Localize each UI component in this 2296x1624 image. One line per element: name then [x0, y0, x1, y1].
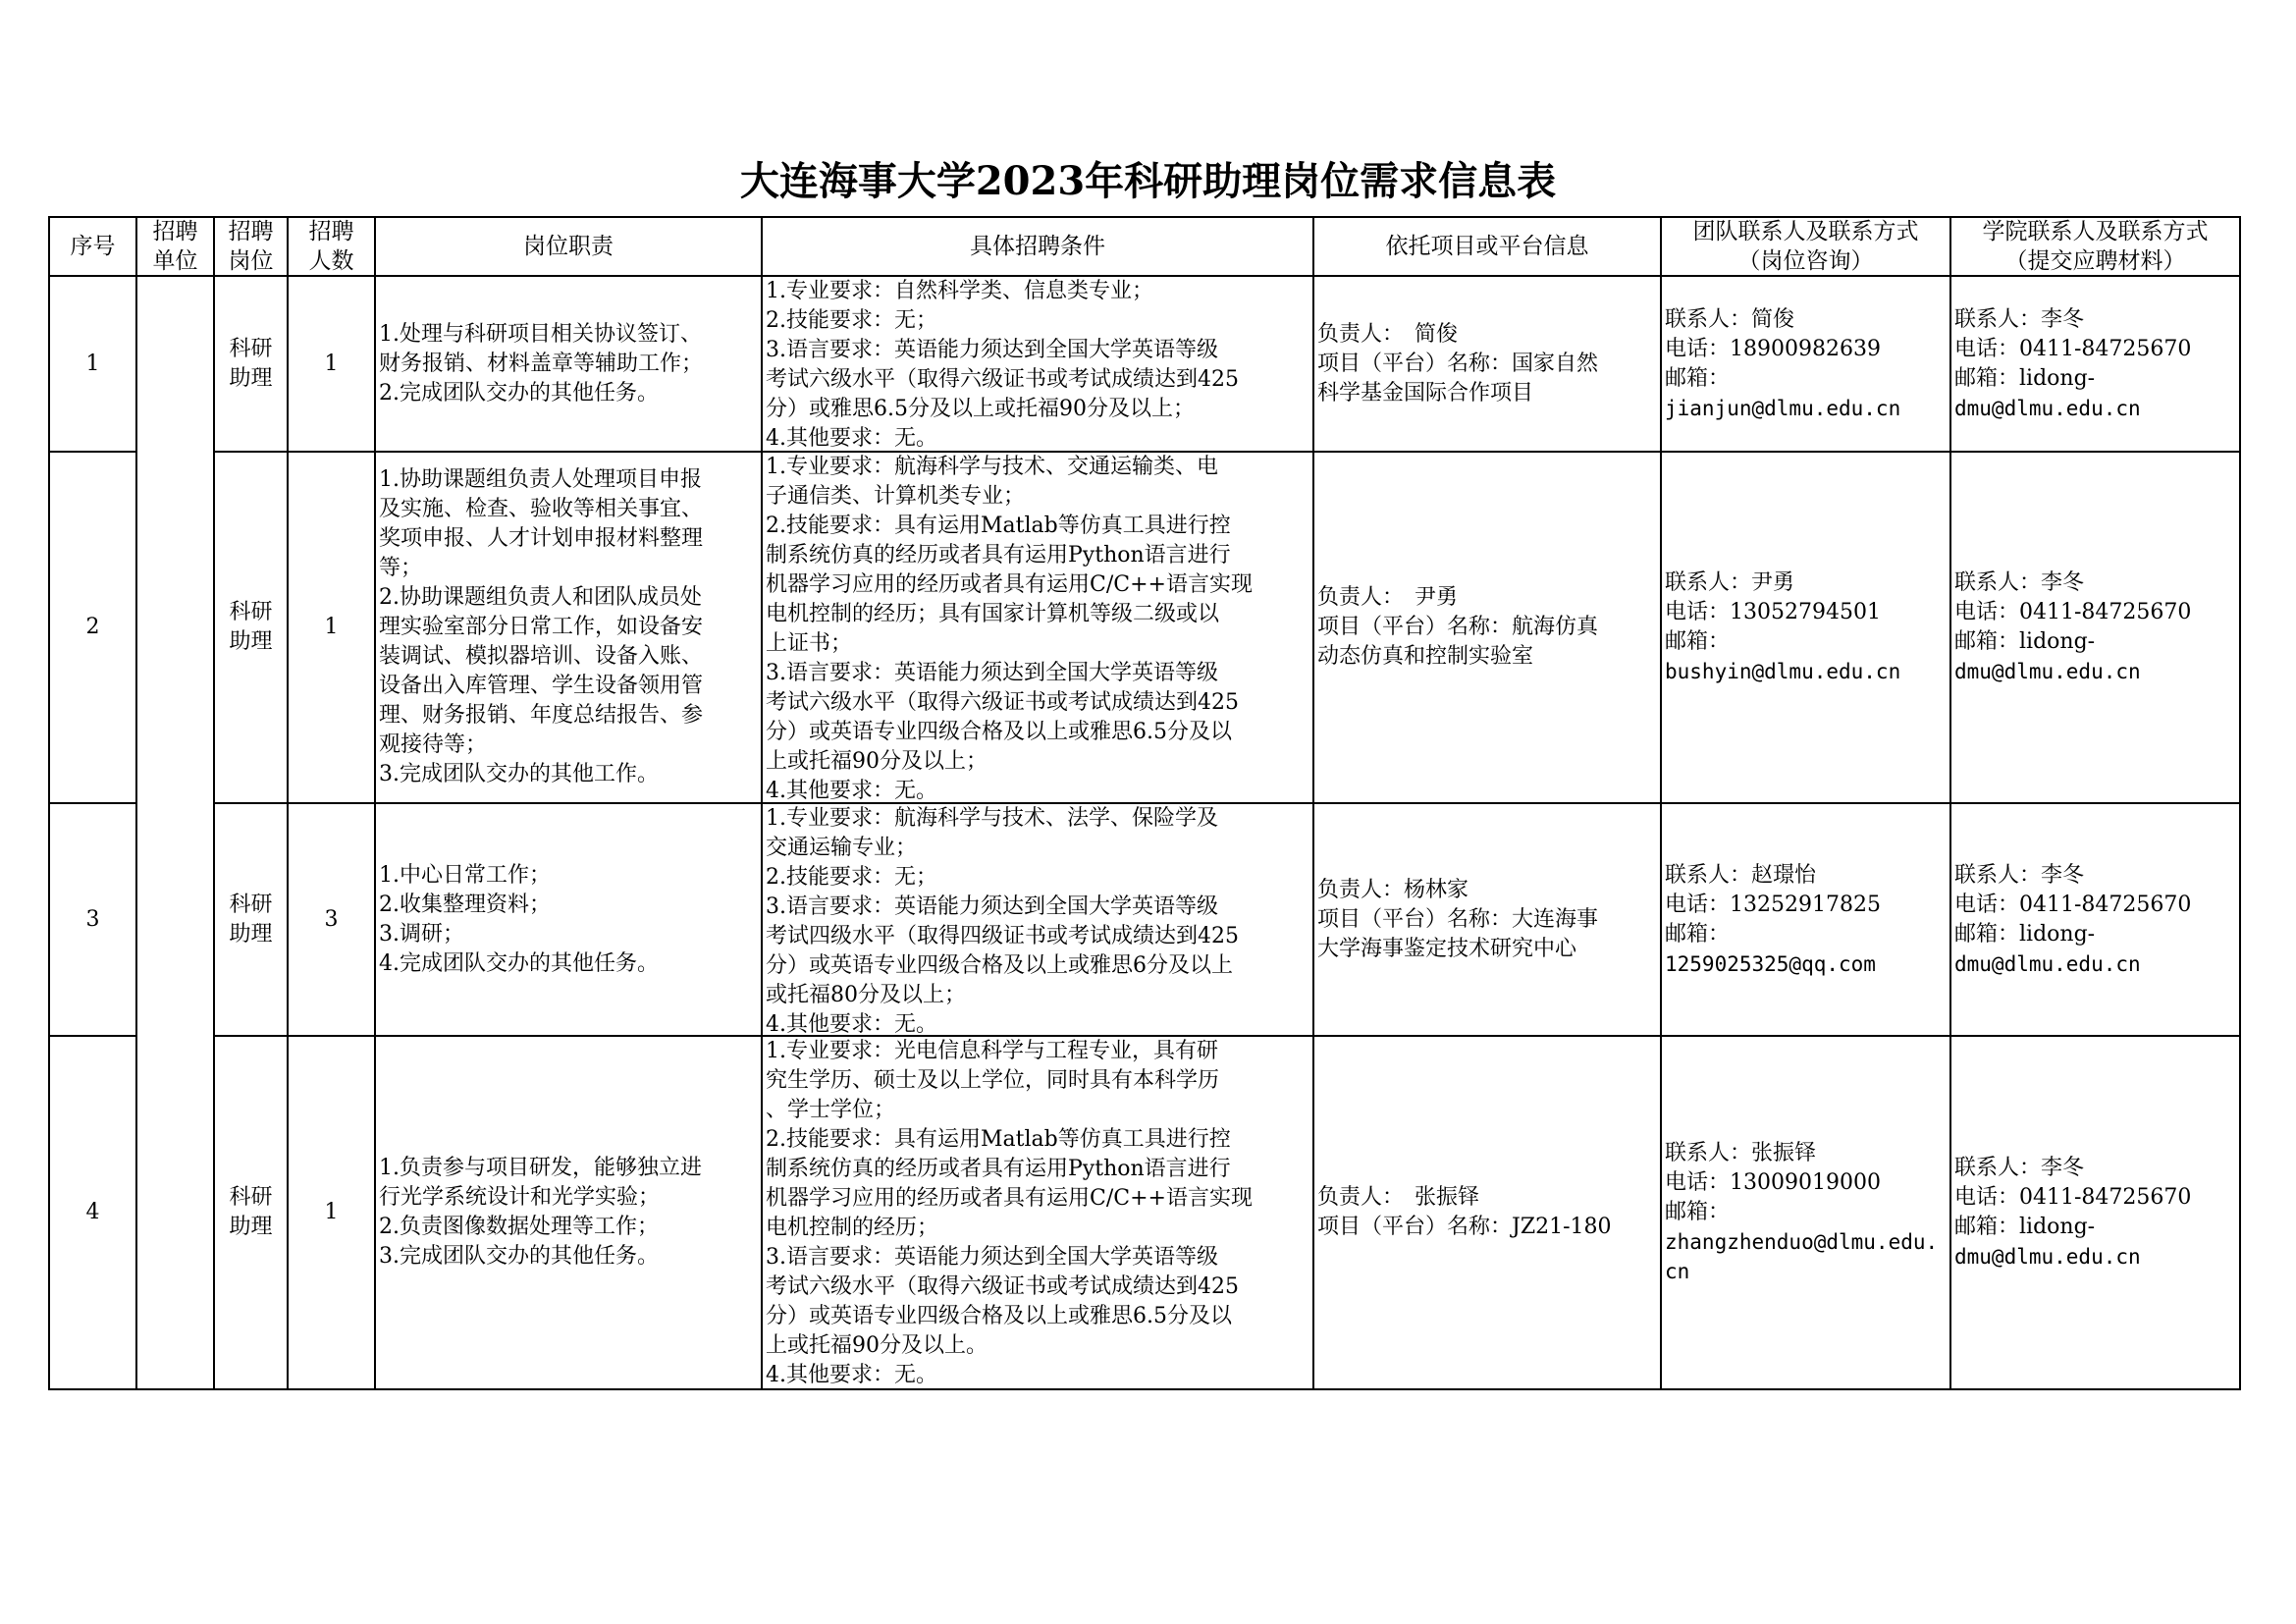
- headcount: 1: [324, 1200, 339, 1224]
- table-horizontal-rule: [48, 1388, 2241, 1390]
- text-line: 负责人： 简俊: [1317, 321, 1459, 347]
- position-cell: [215, 804, 287, 1035]
- text-line: 财务报销、材料盖章等辅助工作；: [379, 351, 704, 376]
- header-position: [215, 218, 287, 275]
- project-cell: [1314, 1037, 1660, 1388]
- text-line: 联系人：张振铎: [1665, 1141, 1817, 1165]
- header-duties: [376, 218, 761, 275]
- text-line: 4.其他要求：无。: [766, 1363, 937, 1387]
- text-line: 3.语言要求：英语能力须达到全国大学英语等级: [766, 1245, 1218, 1270]
- text-line: 1.负责参与项目研发，能够独立进: [379, 1156, 702, 1180]
- college-contact-cell: [1951, 277, 2239, 451]
- header-team-contact: [1662, 218, 1949, 275]
- text-line: 4.完成团队交办的其他任务。: [379, 950, 659, 976]
- text-line: 2.技能要求：无；: [766, 865, 937, 890]
- position-cell: [215, 453, 287, 802]
- text-line: 考试六级水平（取得六级证书或考试成绩达到425: [766, 367, 1239, 392]
- header-label: 岗位职责: [523, 234, 614, 259]
- text-line: 4.其他要求：无。: [766, 779, 937, 802]
- text-line: 机器学习应用的经历或者具有运用C/C++语言实现: [766, 1186, 1253, 1211]
- count-cell: [289, 453, 374, 802]
- header-label: 招聘 人数: [308, 219, 354, 274]
- text-line: 3.完成团队交办的其他工作。: [379, 762, 659, 786]
- text-line: 1.专业要求：航海科学与技术、交通运输类、电: [766, 455, 1218, 479]
- header-label: 团队联系人及联系方式 （岗位咨询）: [1692, 219, 1919, 274]
- text-line: 项目（平台）名称：国家自然: [1317, 351, 1599, 376]
- count-cell: [289, 277, 374, 451]
- text-line: 电话：13252917825: [1665, 892, 1881, 917]
- text-line: 项目（平台）名称：大连海事: [1317, 906, 1599, 932]
- text-line: 联系人：简俊: [1665, 306, 1795, 332]
- text-line: 电话：0411-84725670: [1954, 1185, 2192, 1210]
- text-line: 邮箱：lidong-: [1954, 921, 2096, 947]
- text-line: 机器学习应用的经历或者具有运用C/C++语言实现: [766, 572, 1253, 597]
- text-line: dmu@dlmu.edu.cn: [1954, 951, 2141, 976]
- text-line: 3.完成团队交办的其他任务。: [379, 1244, 659, 1269]
- team-contact-cell: [1662, 277, 1949, 451]
- headcount: 1: [324, 351, 339, 376]
- text-line: 考试六级水平（取得六级证书或考试成绩达到425: [766, 1274, 1239, 1299]
- text-line: 究生学历、硕士及以上学位，同时具有本科学历: [766, 1068, 1220, 1093]
- duties-cell: [376, 277, 761, 451]
- text-line: 动态仿真和控制实验室: [1317, 644, 1534, 669]
- duties-cell: [376, 804, 761, 1035]
- seq-cell: [50, 804, 135, 1035]
- text-line: 1.协助课题组负责人处理项目申报: [379, 467, 702, 492]
- text-line: dmu@dlmu.edu.cn: [1954, 1245, 2141, 1269]
- text-line: 联系人：李冬: [1954, 570, 2085, 595]
- header-requirements: [763, 218, 1312, 275]
- text-line: 分）或英语专业四级合格及以上或雅思6.5分及以: [766, 720, 1232, 744]
- requirements-cell: [763, 277, 1312, 451]
- position-name: 科研 助理: [229, 600, 273, 654]
- text-line: 负责人： 尹勇: [1317, 585, 1459, 610]
- text-line: 或托福80分及以上；: [766, 983, 966, 1007]
- text-line: 理、财务报销、年度总结报告、参: [379, 703, 704, 728]
- text-line: 上证书；: [766, 631, 853, 656]
- text-line: 制系统仿真的经历或者具有运用Python语言进行: [766, 1157, 1231, 1181]
- text-line: 交通运输专业；: [766, 836, 918, 860]
- header-label: 招聘 岗位: [228, 219, 274, 274]
- text-line: 分）或英语专业四级合格及以上或雅思6分及以上: [766, 953, 1233, 978]
- project-cell: [1314, 453, 1660, 802]
- requirements-cell: [763, 1037, 1312, 1388]
- text-line: 2.技能要求：无；: [766, 308, 937, 333]
- text-line: 3.语言要求：英语能力须达到全国大学英语等级: [766, 338, 1218, 362]
- headcount: 3: [324, 906, 339, 932]
- text-line: dmu@dlmu.edu.cn: [1954, 396, 2141, 420]
- text-line: 邮箱：lidong-: [1954, 1215, 2096, 1239]
- requirements-cell: [763, 804, 1312, 1035]
- text-line: 考试六级水平（取得六级证书或考试成绩达到425: [766, 690, 1239, 715]
- text-line: 3.语言要求：英语能力须达到全国大学英语等级: [766, 661, 1218, 685]
- header-college-contact: [1951, 218, 2239, 275]
- text-line: 2.完成团队交办的其他任务。: [379, 380, 659, 406]
- text-line: 及实施、检查、验收等相关事宜、: [379, 497, 704, 521]
- text-line: 考试四级水平（取得四级证书或考试成绩达到425: [766, 924, 1239, 948]
- text-line: 1.专业要求：光电信息科学与工程专业，具有研: [766, 1039, 1218, 1063]
- text-line: 邮箱：: [1665, 1200, 1731, 1224]
- text-line: 联系人：赵璟怡: [1665, 862, 1817, 888]
- header-label: 依托项目或平台信息: [1385, 234, 1589, 259]
- text-line: 4.其他要求：无。: [766, 426, 937, 451]
- text-line: 1.专业要求：自然科学类、信息类专业；: [766, 279, 1153, 303]
- text-line: 4.其他要求：无。: [766, 1012, 937, 1035]
- text-line: dmu@dlmu.edu.cn: [1954, 660, 2141, 683]
- text-line: 装调试、模拟器培训、设备入账、: [379, 644, 704, 669]
- text-line: 观接待等；: [379, 732, 488, 757]
- position-name: 科研 助理: [229, 1185, 273, 1239]
- text-line: bushyin@dlmu.edu.cn: [1665, 660, 1901, 683]
- text-line: 邮箱：: [1665, 365, 1731, 391]
- position-cell: [215, 1037, 287, 1388]
- text-line: 项目（平台）名称：航海仿真: [1317, 615, 1599, 639]
- team-contact-cell: [1662, 453, 1949, 802]
- text-line: cn: [1665, 1260, 1690, 1283]
- duties-cell: [376, 453, 761, 802]
- team-contact-cell: [1662, 804, 1949, 1035]
- text-line: 电话：13052794501: [1665, 600, 1881, 624]
- duties-cell: [376, 1037, 761, 1388]
- text-line: 2.技能要求：具有运用Matlab等仿真工具进行控: [766, 514, 1231, 538]
- text-line: 等；: [379, 556, 423, 580]
- header-unit: [137, 218, 213, 275]
- text-line: 设备出入库管理、学生设备领用管: [379, 674, 704, 698]
- text-line: 电话：0411-84725670: [1954, 336, 2192, 361]
- text-line: 联系人：李冬: [1954, 862, 2085, 888]
- text-line: 项目（平台）名称：JZ21-180: [1317, 1215, 1612, 1239]
- text-line: 2.收集整理资料；: [379, 892, 551, 917]
- unit-merged-cell: [137, 277, 213, 1388]
- text-line: 联系人：李冬: [1954, 306, 2085, 332]
- header-label: 招聘 单位: [152, 219, 198, 274]
- text-line: 3.语言要求：英语能力须达到全国大学英语等级: [766, 894, 1218, 919]
- text-line: 联系人：尹勇: [1665, 570, 1795, 595]
- text-line: 上或托福90分及以上。: [766, 1333, 988, 1358]
- position-name: 科研 助理: [229, 336, 273, 391]
- page-title: 大连海事大学2023年科研助理岗位需求信息表: [739, 158, 1557, 204]
- text-line: jianjun@dlmu.edu.cn: [1665, 396, 1901, 420]
- text-line: 大学海事鉴定技术研究中心: [1317, 936, 1577, 961]
- text-line: 电话：13009019000: [1665, 1170, 1881, 1195]
- text-line: zhangzhenduo@dlmu.edu.: [1665, 1230, 1939, 1254]
- text-line: 3.调研；: [379, 921, 464, 947]
- seq-number: 4: [85, 1200, 100, 1224]
- seq-number: 1: [85, 351, 100, 376]
- text-line: 负责人：杨林家: [1317, 877, 1469, 902]
- text-line: 分）或英语专业四级合格及以上或雅思6.5分及以: [766, 1304, 1232, 1328]
- text-line: 邮箱：: [1665, 921, 1731, 947]
- college-contact-cell: [1951, 1037, 2239, 1388]
- text-line: 2.协助课题组负责人和团队成员处: [379, 585, 702, 610]
- text-line: 奖项申报、人才计划申报材料整理: [379, 526, 704, 551]
- header-label: 序号: [70, 234, 116, 259]
- text-line: 电话：0411-84725670: [1954, 600, 2192, 624]
- headcount: 1: [324, 615, 339, 639]
- text-line: 负责人： 张振铎: [1317, 1185, 1480, 1210]
- text-line: 子通信类、计算机类专业；: [766, 484, 1026, 509]
- position-name: 科研 助理: [229, 892, 273, 947]
- project-cell: [1314, 277, 1660, 451]
- text-line: 分）或雅思6.5分及以上或托福90分及以上；: [766, 397, 1195, 421]
- seq-cell: [50, 1037, 135, 1388]
- count-cell: [289, 804, 374, 1035]
- text-line: 制系统仿真的经历或者具有运用Python语言进行: [766, 543, 1231, 568]
- text-line: 电机控制的经历；具有国家计算机等级二级或以: [766, 602, 1220, 626]
- text-line: 1.专业要求：航海科学与技术、法学、保险学及: [766, 806, 1218, 831]
- header-count: [289, 218, 374, 275]
- header-label: 具体招聘条件: [970, 234, 1105, 259]
- text-line: 2.技能要求：具有运用Matlab等仿真工具进行控: [766, 1127, 1231, 1152]
- text-line: 电机控制的经历；: [766, 1216, 939, 1240]
- text-line: 电话：0411-84725670: [1954, 892, 2192, 917]
- team-contact-cell: [1662, 1037, 1949, 1388]
- text-line: 科学基金国际合作项目: [1317, 380, 1534, 406]
- text-line: 1.处理与科研项目相关协议签订、: [379, 321, 702, 347]
- requirements-cell: [763, 453, 1312, 802]
- text-line: 上或托福90分及以上；: [766, 749, 988, 774]
- project-cell: [1314, 804, 1660, 1035]
- text-line: 、学士学位；: [766, 1098, 896, 1122]
- text-line: 邮箱：lidong-: [1954, 365, 2096, 391]
- text-line: 邮箱：: [1665, 629, 1731, 654]
- text-line: 电话：18900982639: [1665, 336, 1881, 361]
- text-line: 邮箱：lidong-: [1954, 629, 2096, 654]
- recruitment-table: [48, 216, 2239, 1390]
- seq-cell: [50, 277, 135, 451]
- header-seq: [50, 218, 135, 275]
- text-line: 1259025325@qq.com: [1665, 951, 1876, 976]
- seq-number: 3: [85, 906, 100, 932]
- college-contact-cell: [1951, 804, 2239, 1035]
- text-line: 2.负责图像数据处理等工作；: [379, 1215, 659, 1239]
- header-label: 学院联系人及联系方式 （提交应聘材料）: [1982, 219, 2209, 274]
- header-project: [1314, 218, 1660, 275]
- text-line: 1.中心日常工作；: [379, 862, 551, 888]
- text-line: 行光学系统设计和光学实验；: [379, 1185, 661, 1210]
- college-contact-cell: [1951, 453, 2239, 802]
- seq-number: 2: [85, 615, 100, 639]
- count-cell: [289, 1037, 374, 1388]
- text-line: 理实验室部分日常工作，如设备安: [379, 615, 704, 639]
- position-cell: [215, 277, 287, 451]
- text-line: 联系人：李冬: [1954, 1156, 2085, 1180]
- seq-cell: [50, 453, 135, 802]
